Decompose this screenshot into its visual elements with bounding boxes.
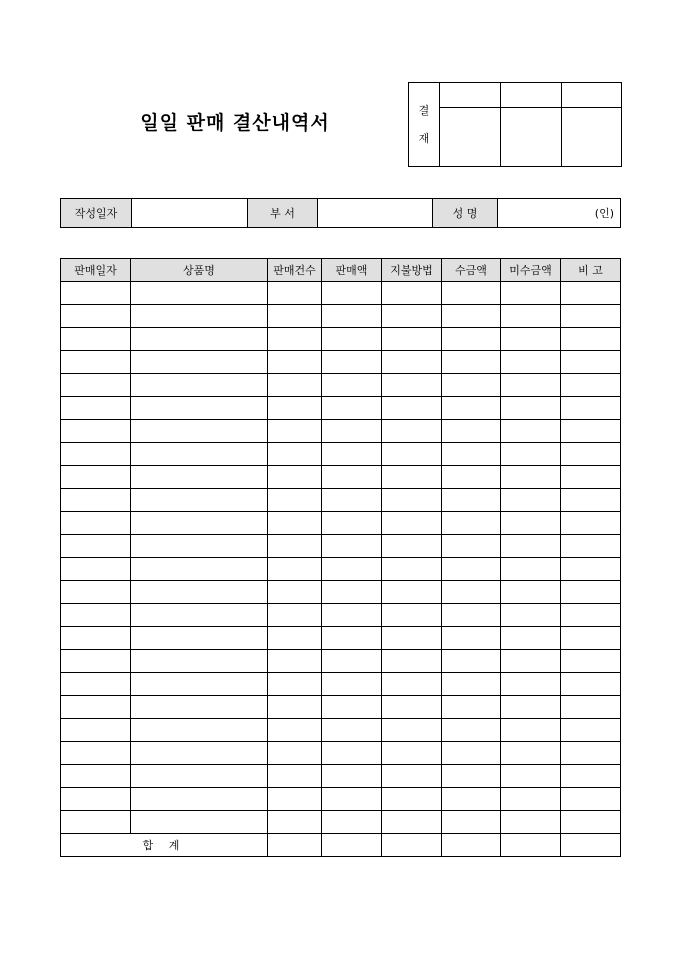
table-cell[interactable] xyxy=(61,604,131,627)
dept-label: 부 서 xyxy=(248,199,318,228)
table-cell[interactable] xyxy=(131,328,268,351)
total-cell[interactable] xyxy=(268,834,322,857)
table-row xyxy=(61,673,621,696)
table-cell[interactable] xyxy=(501,443,561,466)
table-cell[interactable] xyxy=(561,650,621,673)
table-cell[interactable] xyxy=(442,535,501,558)
table-cell[interactable] xyxy=(268,558,322,581)
table-cell[interactable] xyxy=(322,765,382,788)
table-row xyxy=(61,374,621,397)
column-header: 상품명 xyxy=(131,259,268,282)
table-cell[interactable] xyxy=(61,627,131,650)
table-row xyxy=(61,466,621,489)
table-cell[interactable] xyxy=(322,420,382,443)
total-label-text: 합 계 xyxy=(142,839,186,852)
total-cell[interactable] xyxy=(442,834,501,857)
approval-title-cell xyxy=(501,83,562,108)
table-cell[interactable] xyxy=(501,673,561,696)
table-cell[interactable] xyxy=(561,374,621,397)
table-cell[interactable] xyxy=(442,305,501,328)
table-cell[interactable] xyxy=(268,742,322,765)
table-row xyxy=(61,742,621,765)
table-row xyxy=(61,351,621,374)
table-cell[interactable] xyxy=(442,397,501,420)
table-cell[interactable] xyxy=(61,719,131,742)
table-cell[interactable] xyxy=(382,282,442,305)
table-cell[interactable] xyxy=(322,558,382,581)
table-cell[interactable] xyxy=(442,443,501,466)
table-cell[interactable] xyxy=(501,466,561,489)
table-cell[interactable] xyxy=(268,650,322,673)
table-row xyxy=(61,512,621,535)
total-row xyxy=(61,834,621,857)
table-cell[interactable] xyxy=(501,765,561,788)
table-cell[interactable] xyxy=(268,719,322,742)
table-cell[interactable] xyxy=(268,351,322,374)
table-cell[interactable] xyxy=(382,650,442,673)
table-cell[interactable] xyxy=(61,351,131,374)
table-cell[interactable] xyxy=(268,627,322,650)
table-cell[interactable] xyxy=(322,627,382,650)
table-cell[interactable] xyxy=(442,282,501,305)
table-cell[interactable] xyxy=(501,351,561,374)
table-cell[interactable] xyxy=(561,604,621,627)
table-cell[interactable] xyxy=(382,443,442,466)
table-cell[interactable] xyxy=(131,696,268,719)
table-row xyxy=(61,719,621,742)
table-cell[interactable] xyxy=(268,305,322,328)
table-cell[interactable] xyxy=(131,650,268,673)
table-cell[interactable] xyxy=(501,581,561,604)
column-header: 판매일자 xyxy=(61,259,131,282)
table-cell[interactable] xyxy=(131,788,268,811)
column-header: 지불방법 xyxy=(382,259,442,282)
table-cell[interactable] xyxy=(268,535,322,558)
table-cell[interactable] xyxy=(382,374,442,397)
table-cell[interactable] xyxy=(61,397,131,420)
table-cell[interactable] xyxy=(322,742,382,765)
table-cell[interactable] xyxy=(268,397,322,420)
table-cell[interactable] xyxy=(61,742,131,765)
table-cell[interactable] xyxy=(561,581,621,604)
approval-sign-cell[interactable] xyxy=(562,108,622,167)
table-cell[interactable] xyxy=(382,535,442,558)
table-cell[interactable] xyxy=(561,696,621,719)
table-cell[interactable] xyxy=(268,512,322,535)
table-cell[interactable] xyxy=(561,765,621,788)
table-cell[interactable] xyxy=(268,328,322,351)
table-cell[interactable] xyxy=(442,811,501,834)
table-cell[interactable] xyxy=(131,811,268,834)
table-cell[interactable] xyxy=(442,420,501,443)
table-row xyxy=(61,811,621,834)
table-cell[interactable] xyxy=(131,673,268,696)
table-cell[interactable] xyxy=(131,420,268,443)
table-cell[interactable] xyxy=(322,696,382,719)
table-cell[interactable] xyxy=(131,466,268,489)
table-cell[interactable] xyxy=(61,489,131,512)
table-cell[interactable] xyxy=(561,512,621,535)
table-cell[interactable] xyxy=(268,696,322,719)
table-cell[interactable] xyxy=(561,351,621,374)
table-row xyxy=(61,627,621,650)
table-cell[interactable] xyxy=(561,328,621,351)
table-row xyxy=(61,558,621,581)
table-cell[interactable] xyxy=(61,788,131,811)
table-cell[interactable] xyxy=(382,489,442,512)
table-cell[interactable] xyxy=(322,397,382,420)
approval-label xyxy=(409,83,440,167)
table-cell[interactable] xyxy=(382,351,442,374)
table-cell[interactable] xyxy=(131,581,268,604)
table-row xyxy=(61,305,621,328)
table-cell[interactable] xyxy=(561,811,621,834)
table-cell[interactable] xyxy=(501,512,561,535)
table-cell[interactable] xyxy=(131,305,268,328)
table-cell[interactable] xyxy=(442,696,501,719)
approval-sign-cell[interactable] xyxy=(440,108,501,167)
table-cell[interactable] xyxy=(442,489,501,512)
name-label: 성 명 xyxy=(433,199,498,228)
table-cell[interactable] xyxy=(268,282,322,305)
table-row xyxy=(61,420,621,443)
table-cell[interactable] xyxy=(322,489,382,512)
table-cell[interactable] xyxy=(561,558,621,581)
table-cell[interactable] xyxy=(61,420,131,443)
table-cell[interactable] xyxy=(61,443,131,466)
table-cell[interactable] xyxy=(131,558,268,581)
table-cell[interactable] xyxy=(382,420,442,443)
table-cell[interactable] xyxy=(131,742,268,765)
table-cell[interactable] xyxy=(501,489,561,512)
table-cell[interactable] xyxy=(442,719,501,742)
approval-label-top: 결 xyxy=(418,103,430,117)
table-row xyxy=(61,397,621,420)
table-cell[interactable] xyxy=(382,696,442,719)
column-header: 수금액 xyxy=(442,259,501,282)
table-cell[interactable] xyxy=(382,604,442,627)
table-cell[interactable] xyxy=(131,719,268,742)
approval-box xyxy=(408,82,622,167)
table-cell[interactable] xyxy=(501,374,561,397)
column-header: 판매액 xyxy=(322,259,382,282)
table-cell[interactable] xyxy=(322,328,382,351)
table-cell[interactable] xyxy=(501,328,561,351)
total-cell[interactable] xyxy=(382,834,442,857)
table-cell[interactable] xyxy=(501,305,561,328)
table-cell[interactable] xyxy=(501,420,561,443)
table-cell[interactable] xyxy=(322,788,382,811)
table-cell[interactable] xyxy=(561,466,621,489)
table-cell[interactable] xyxy=(561,535,621,558)
table-cell[interactable] xyxy=(322,581,382,604)
table-cell[interactable] xyxy=(268,673,322,696)
table-row xyxy=(61,282,621,305)
table-cell[interactable] xyxy=(322,604,382,627)
table-row xyxy=(61,328,621,351)
table-cell[interactable] xyxy=(501,696,561,719)
table-cell[interactable] xyxy=(501,397,561,420)
column-header: 미수금액 xyxy=(501,259,561,282)
table-cell[interactable] xyxy=(131,351,268,374)
approval-title-cell xyxy=(562,83,622,108)
column-header: 비 고 xyxy=(561,259,621,282)
table-cell[interactable] xyxy=(131,535,268,558)
table-cell[interactable] xyxy=(268,765,322,788)
table-cell[interactable] xyxy=(382,558,442,581)
table-cell[interactable] xyxy=(382,627,442,650)
table-cell[interactable] xyxy=(382,788,442,811)
table-cell[interactable] xyxy=(442,650,501,673)
table-cell[interactable] xyxy=(442,581,501,604)
table-header-row xyxy=(61,259,621,282)
table-row xyxy=(61,443,621,466)
table-cell[interactable] xyxy=(268,604,322,627)
column-header: 판매건수 xyxy=(268,259,322,282)
table-cell[interactable] xyxy=(61,765,131,788)
total-label xyxy=(61,834,268,857)
table-cell[interactable] xyxy=(561,673,621,696)
table-cell[interactable] xyxy=(561,742,621,765)
table-cell[interactable] xyxy=(501,627,561,650)
table-cell[interactable] xyxy=(268,420,322,443)
table-cell[interactable] xyxy=(442,466,501,489)
table-cell[interactable] xyxy=(131,627,268,650)
total-cell[interactable] xyxy=(501,834,561,857)
table-cell[interactable] xyxy=(561,719,621,742)
table-cell[interactable] xyxy=(322,811,382,834)
table-cell[interactable] xyxy=(561,627,621,650)
total-cell[interactable] xyxy=(561,834,621,857)
table-cell[interactable] xyxy=(61,650,131,673)
table-cell[interactable] xyxy=(382,765,442,788)
table-cell[interactable] xyxy=(322,466,382,489)
info-table xyxy=(60,198,621,228)
table-cell[interactable] xyxy=(561,443,621,466)
table-cell[interactable] xyxy=(442,742,501,765)
table-cell[interactable] xyxy=(268,374,322,397)
table-cell[interactable] xyxy=(382,811,442,834)
table-cell[interactable] xyxy=(382,305,442,328)
table-cell[interactable] xyxy=(382,328,442,351)
table-cell[interactable] xyxy=(382,397,442,420)
table-row xyxy=(61,650,621,673)
table-cell[interactable] xyxy=(442,328,501,351)
seal-field[interactable]: (인) xyxy=(498,199,621,228)
table-cell[interactable] xyxy=(61,811,131,834)
table-cell[interactable] xyxy=(382,742,442,765)
table-cell[interactable] xyxy=(131,374,268,397)
table-cell[interactable] xyxy=(131,282,268,305)
table-cell[interactable] xyxy=(322,351,382,374)
table-cell[interactable] xyxy=(322,535,382,558)
table-cell[interactable] xyxy=(501,604,561,627)
table-cell[interactable] xyxy=(501,788,561,811)
table-cell[interactable] xyxy=(442,673,501,696)
table-cell[interactable] xyxy=(382,581,442,604)
date-field[interactable] xyxy=(132,199,248,228)
table-cell[interactable] xyxy=(268,581,322,604)
table-cell[interactable] xyxy=(442,558,501,581)
table-cell[interactable] xyxy=(561,420,621,443)
table-cell[interactable] xyxy=(61,512,131,535)
dept-field[interactable] xyxy=(318,199,433,228)
table-cell[interactable] xyxy=(501,282,561,305)
table-cell[interactable] xyxy=(268,443,322,466)
table-cell[interactable] xyxy=(322,443,382,466)
table-cell[interactable] xyxy=(61,696,131,719)
table-cell[interactable] xyxy=(442,788,501,811)
table-cell[interactable] xyxy=(268,788,322,811)
table-cell[interactable] xyxy=(382,673,442,696)
table-cell[interactable] xyxy=(268,811,322,834)
table-cell[interactable] xyxy=(61,328,131,351)
table-row xyxy=(61,788,621,811)
table-cell[interactable] xyxy=(61,305,131,328)
approval-title-cell xyxy=(440,83,501,108)
table-cell[interactable] xyxy=(442,765,501,788)
table-cell[interactable] xyxy=(131,397,268,420)
table-cell[interactable] xyxy=(501,719,561,742)
table-cell[interactable] xyxy=(501,535,561,558)
table-cell[interactable] xyxy=(501,650,561,673)
table-cell[interactable] xyxy=(322,305,382,328)
table-cell[interactable] xyxy=(442,351,501,374)
document-title: 일일 판매 결산내역서 xyxy=(140,112,330,134)
table-cell[interactable] xyxy=(382,719,442,742)
table-cell[interactable] xyxy=(561,489,621,512)
table-cell[interactable] xyxy=(61,558,131,581)
table-cell[interactable] xyxy=(442,627,501,650)
table-cell[interactable] xyxy=(322,719,382,742)
table-cell[interactable] xyxy=(268,466,322,489)
table-cell[interactable] xyxy=(561,788,621,811)
table-row xyxy=(61,581,621,604)
table-cell[interactable] xyxy=(501,558,561,581)
table-cell[interactable] xyxy=(561,397,621,420)
table-cell[interactable] xyxy=(131,489,268,512)
approval-sign-cell[interactable] xyxy=(501,108,562,167)
approval-label-bottom: 재 xyxy=(418,131,430,145)
table-cell[interactable] xyxy=(61,673,131,696)
table-cell[interactable] xyxy=(382,466,442,489)
date-label: 작성일자 xyxy=(61,199,132,228)
table-cell[interactable] xyxy=(131,443,268,466)
table-cell[interactable] xyxy=(322,374,382,397)
table-cell[interactable] xyxy=(442,374,501,397)
table-cell[interactable] xyxy=(561,305,621,328)
table-row xyxy=(61,604,621,627)
total-cell[interactable] xyxy=(322,834,382,857)
table-cell[interactable] xyxy=(322,650,382,673)
table-cell[interactable] xyxy=(501,742,561,765)
table-cell[interactable] xyxy=(61,282,131,305)
table-cell[interactable] xyxy=(61,374,131,397)
table-cell[interactable] xyxy=(268,489,322,512)
table-cell[interactable] xyxy=(322,282,382,305)
sales-table xyxy=(60,258,621,857)
table-cell[interactable] xyxy=(501,811,561,834)
table-cell[interactable] xyxy=(131,765,268,788)
table-cell[interactable] xyxy=(561,282,621,305)
table-cell[interactable] xyxy=(322,673,382,696)
table-cell[interactable] xyxy=(61,466,131,489)
table-cell[interactable] xyxy=(382,512,442,535)
table-cell[interactable] xyxy=(131,512,268,535)
table-row xyxy=(61,765,621,788)
table-cell[interactable] xyxy=(442,512,501,535)
table-cell[interactable] xyxy=(322,512,382,535)
table-cell[interactable] xyxy=(442,604,501,627)
table-row xyxy=(61,489,621,512)
table-row xyxy=(61,696,621,719)
table-cell[interactable] xyxy=(131,604,268,627)
table-row xyxy=(61,535,621,558)
table-cell[interactable] xyxy=(61,581,131,604)
table-cell[interactable] xyxy=(61,535,131,558)
